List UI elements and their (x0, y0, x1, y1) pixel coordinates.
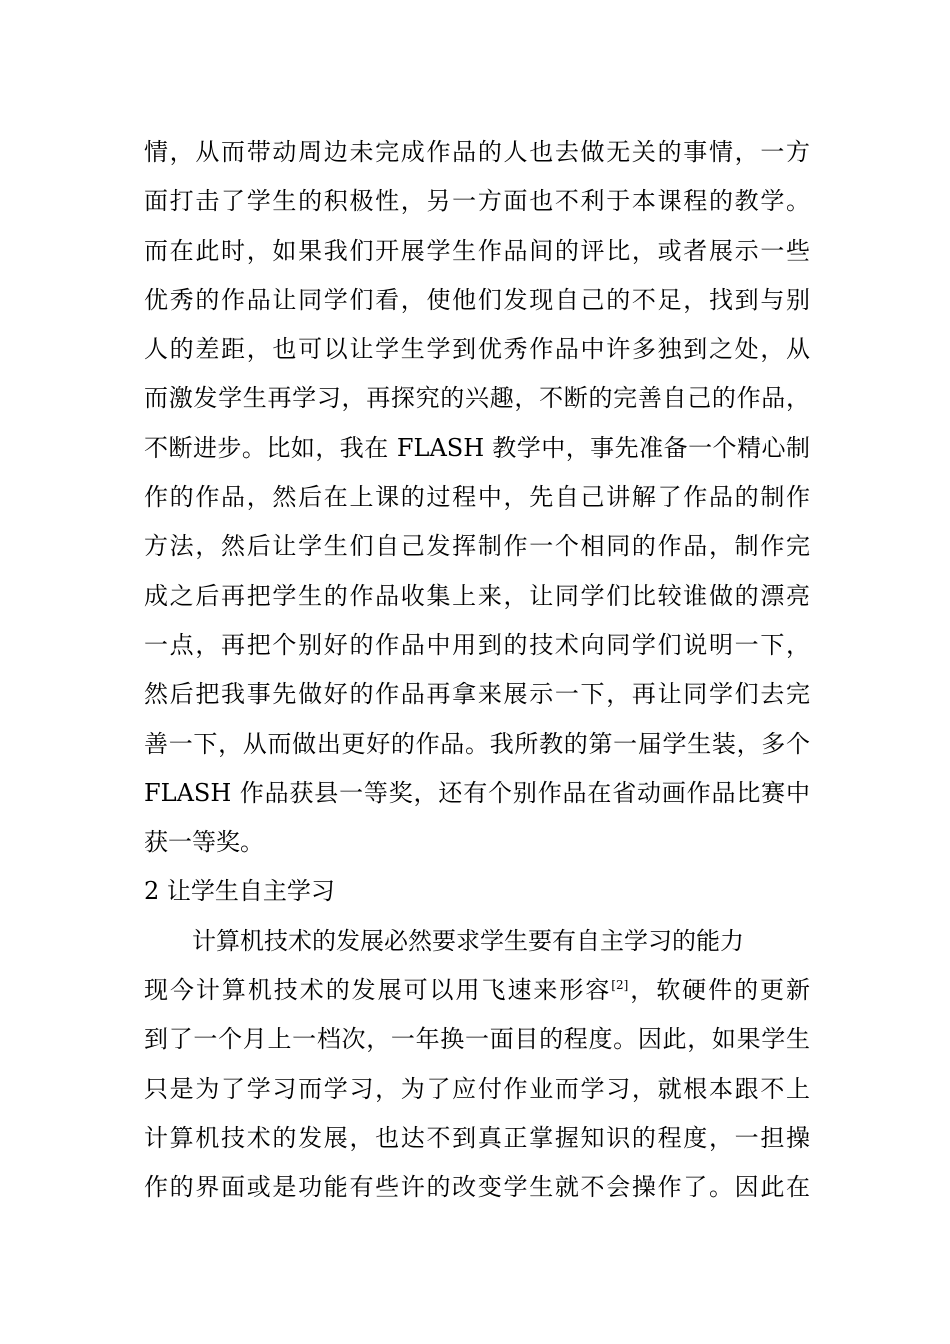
paragraph-line-with-citation (144, 966, 810, 1015)
paragraph-line: 成之后再把学生的作品收集上来，让同学们比较谁做的漂亮 (144, 581, 810, 610)
paragraph-line: 计算机技术的发展，也达不到真正掌握知识的程度，一担操 (144, 1123, 810, 1152)
paragraph-line: 而激发学生再学习，再探究的兴趣，不断的完善自己的作品， (144, 384, 810, 413)
paragraph-line: 然后把我事先做好的作品再拿来展示一下，再让同学们去完 (144, 680, 810, 709)
paragraph-line: 不断进步。比如，我在 FLASH 教学中，事先准备一个精心制 (144, 433, 810, 462)
paragraph-line: 而在此时，如果我们开展学生作品间的评比，或者展示一些 (144, 236, 810, 265)
paragraph-line: 善一下，从而做出更好的作品。我所教的第一届学生装，多个 (144, 729, 810, 758)
paragraph-line: 人的差距，也可以让学生学到优秀作品中许多独到之处，从 (144, 335, 810, 364)
paragraph-text: ，软硬件的更新 (628, 976, 810, 1005)
paragraph-line: 一点，再把个别好的作品中用到的技术向同学们说明一下， (144, 630, 810, 659)
paragraph-text: 现今计算机技术的发展可以用飞速来形容 (144, 976, 612, 1005)
section-heading: 2 让学生自主学习 (144, 877, 335, 906)
paragraph-line: 方法，然后让学生们自己发挥制作一个相同的作品，制作完 (144, 532, 810, 561)
paragraph-line: 计算机技术的发展必然要求学生要有自主学习的能力 (192, 926, 744, 955)
paragraph-line: FLASH 作品获县一等奖，还有个别作品在省动画作品比赛中 (144, 778, 810, 807)
paragraph-line: 获一等奖。 (144, 828, 264, 857)
paragraph-line: 到了一个月上一档次，一年换一面目的程度。因此，如果学生 (144, 1025, 810, 1054)
citation-ref: [2] (611, 978, 629, 993)
paragraph-line: 面打击了学生的积极性，另一方面也不利于本课程的教学。 (144, 187, 810, 216)
paragraph-line: 作的界面或是功能有些许的改变学生就不会操作了。因此在 (144, 1173, 810, 1202)
paragraph-line: 只是为了学习而学习，为了应付作业而学习，就根本跟不上 (144, 1074, 810, 1103)
paragraph-line: 作的作品，然后在上课的过程中，先自己讲解了作品的制作 (144, 483, 810, 512)
body-text (144, 128, 810, 1213)
paragraph-line: 情，从而带动周边未完成作品的人也去做无关的事情，一方 (144, 138, 810, 166)
paragraph-line: 优秀的作品让同学们看，使他们发现自己的不足，找到与别 (144, 285, 810, 314)
